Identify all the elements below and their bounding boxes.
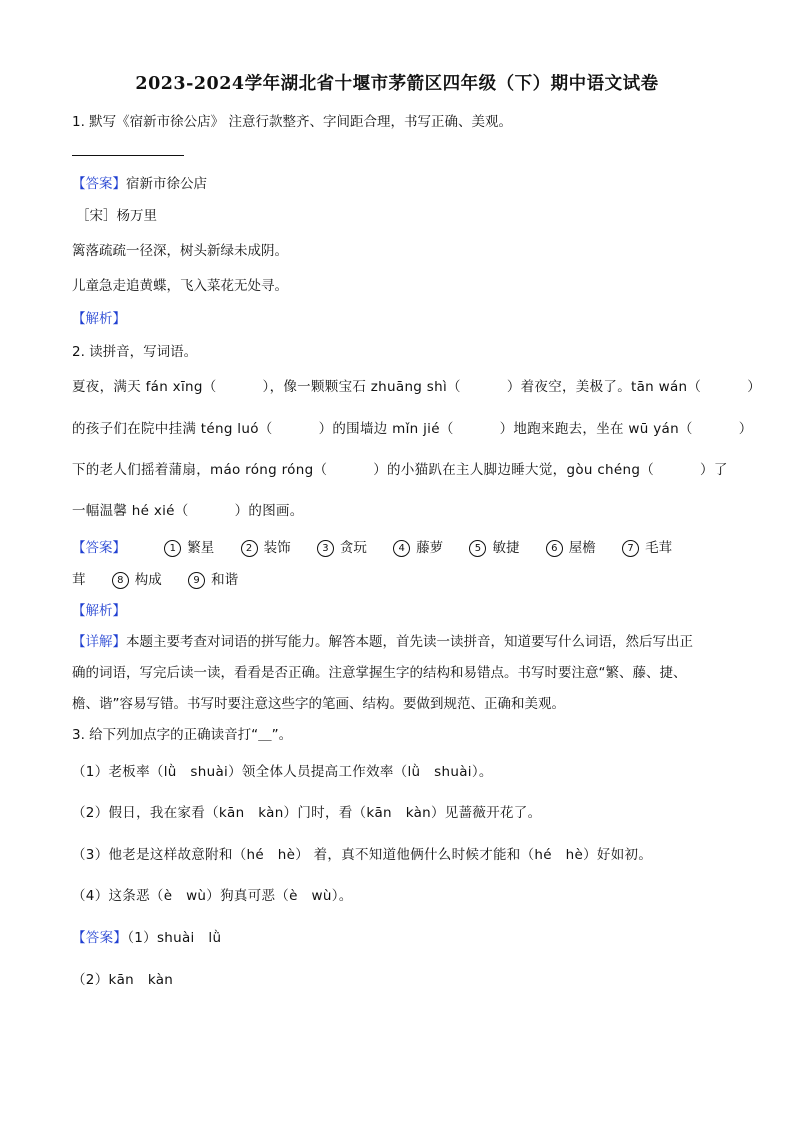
q2-row-3-a: 下的老人们摇着蒲扇，máo róng róng（ [72,462,328,478]
q3-sentence-3: （3）他老是这样故意附和（hé hè） 着，真不知道他俩什么时候才能和（hé hè）好如初。 [72,847,653,863]
q2-row-2-d: ） [738,421,753,437]
answer-word: 毛茸 [645,540,673,556]
circled-number: 2 [241,540,258,557]
q3-answer-1 [72,926,221,946]
answer-tag: 【答案】 [72,176,126,192]
answer-word: 贪玩 [339,540,367,556]
q2-row-3-c: ）了 [700,462,728,478]
detail-line-1 [72,630,693,650]
answer-word: 敏捷 [492,540,520,556]
q3-answer-2: （2）kān kàn [72,972,174,988]
circled-number: 5 [469,540,486,557]
answer-word: 装饰 [263,540,291,556]
q2-answers-cont [72,568,260,589]
detail-tag: 【详解】 [72,634,126,650]
q2-row-2-c: ）地跑来跑去，坐在 wū yán（ [499,421,693,437]
q1-answer [72,172,207,192]
circled-number: 4 [393,540,410,557]
page-title: 2023-2024学年湖北省十堰市茅箭区四年级（下）期中语文试卷 [135,74,659,94]
q2-row-1-d: ） [747,379,762,395]
answer-item [393,536,443,557]
detail-line-2: 确的词语，写完后读一读，看看是否正确。注意掌握生字的结构和易错点。书写时要注意“繁、藤、捷、 [72,665,687,681]
answer-item [112,568,162,589]
q1-prompt: 1. 默写《宿新市徐公店》 注意行款整齐、字间距合理，书写正确、美观。 [72,114,512,130]
q2-row-1-c: ）着夜空，美极了。tān wán（ [506,379,702,395]
poem-line-2: 儿童急走追黄蝶，飞入菜花无处寻。 [72,278,288,294]
q2-row-2-b: ）的围墙边 mǐn jié（ [318,421,454,437]
q2-row-2 [72,417,753,437]
answer-tag: 【答案】 [72,540,126,556]
answer-line [72,155,184,156]
q2-row-1 [72,375,761,395]
answer-word: 屋檐 [568,540,596,556]
q2-row-1-a: 夏夜，满天 fán xīng（ [72,379,217,395]
answer-item [469,536,519,557]
poem-title: 宿新市徐公店 [126,176,207,192]
q2-row-3 [72,458,728,478]
answer-item [188,568,238,589]
analysis-tag: 【解析】 [72,311,126,327]
answer-item [317,536,367,557]
detail-line-3: 檐、谐”容易写错。书写时要注意这些字的笔画、结构。要做到规范、正确和美观。 [72,696,565,712]
q3-sentence-4: （4）这条恶（è wù）狗真可恶（è wù）。 [72,888,353,904]
poem-author: ［宋］杨万里 [76,208,157,224]
q2-row-4-a: 一幅温馨 hé xié（ [72,503,189,519]
q2-prompt: 2. 读拼音，写词语。 [72,344,198,360]
answer-item [72,568,86,588]
detail-text: 本题主要考查对词语的拼写能力。解答本题，首先读一读拼音，知道要写什么词语，然后写出正 [126,634,693,650]
circled-number: 9 [188,572,205,589]
q3-sentence-2: （2）假日，我在家看（kān kàn）门时，看（kān kàn）见蔷薇开花了。 [72,805,542,821]
q3-prompt: 3. 给下列加点字的正确读音打“＿”。 [72,727,293,743]
q2-row-3-b: ）的小猫趴在主人脚边睡大觉，gòu chéng（ [373,462,655,478]
circled-number: 6 [546,540,563,557]
answer-tag: 【答案】 [72,930,128,946]
answer-item [241,536,291,557]
answer-word: 藤萝 [416,540,444,556]
q2-row-1-b: ），像一颗颗宝石 zhuāng shì（ [262,379,461,395]
answer-item [164,536,214,557]
circled-number: 1 [164,540,181,557]
answer-item [546,536,596,557]
answer-word: 茸 [72,572,86,588]
q2-row-2-a: 的孩子们在院中挂满 téng luó（ [72,421,273,437]
answer-text: （1）shuài lǜ [127,930,222,946]
answer-word: 构成 [134,572,162,588]
q2-answers [72,536,672,557]
analysis-tag: 【解析】 [72,603,126,619]
answer-word: 繁星 [187,540,215,556]
circled-number: 3 [317,540,334,557]
q3-sentence-1: （1）老板率（lǜ shuài）领全体人员提高工作效率（lǜ shuài）。 [72,764,493,780]
circled-number: 8 [112,572,129,589]
answer-word: 和谐 [211,572,239,588]
circled-number: 7 [622,540,639,557]
answer-item [622,536,672,557]
q2-row-4-b: ）的图画。 [234,503,304,519]
poem-line-1: 篱落疏疏一径深，树头新绿未成阴。 [72,243,288,259]
q2-row-4 [72,499,304,519]
